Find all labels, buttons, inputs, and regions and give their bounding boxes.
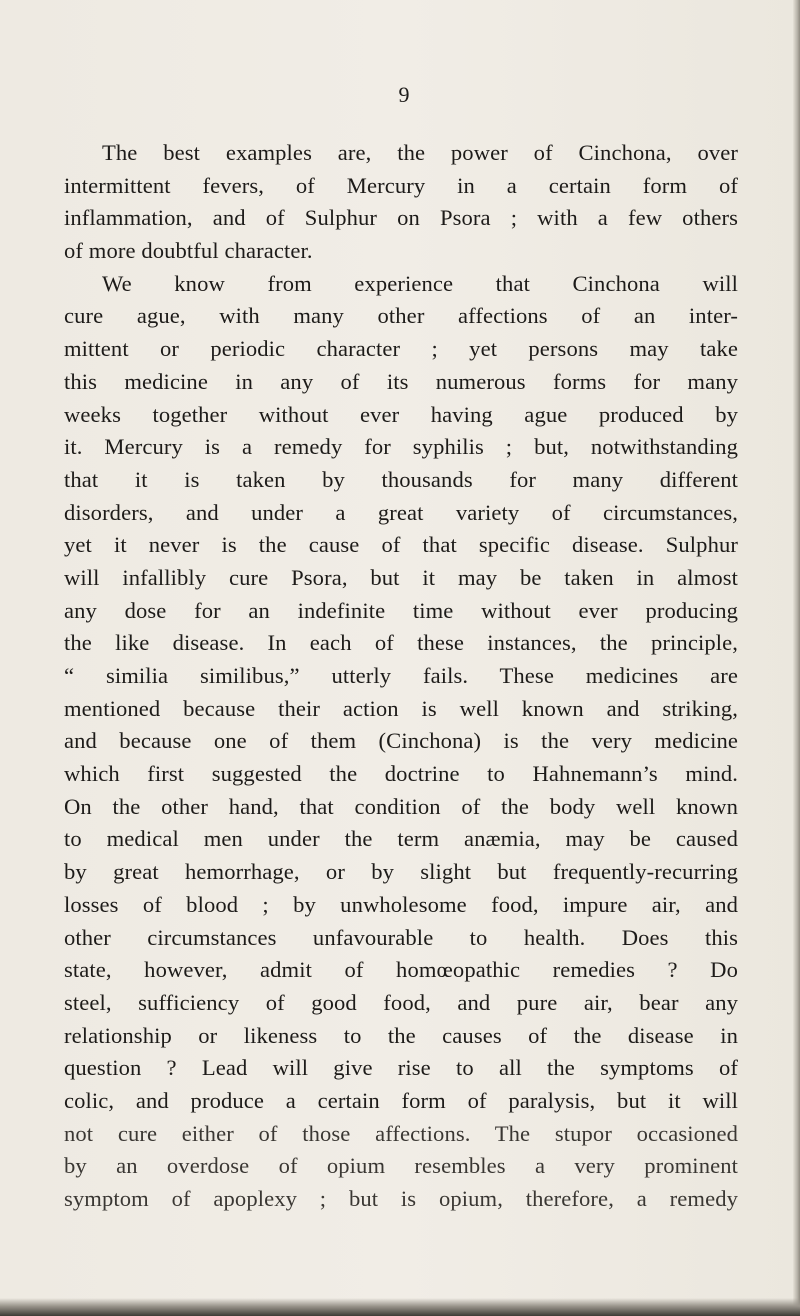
text-line: relationship or likeness to the causes of the disease in — [64, 1022, 738, 1048]
text-line: mentioned because their action is well known and striking, — [64, 695, 738, 721]
text-line: We know from experience that Cinchona will — [102, 270, 738, 296]
text-line: The best examples are, the power of Cinchona, over — [102, 140, 738, 165]
scan-bottom-shadow — [0, 1298, 800, 1316]
text-line: state, however, admit of homœopathic remedies ? Do — [64, 957, 738, 983]
text-line: losses of blood ; by unwholesome food, impure air, and — [64, 891, 738, 917]
text-line: intermittent fevers, of Mercury in a certain form of — [64, 172, 738, 198]
page-number: 9 — [398, 82, 410, 107]
text-line: will infallibly cure Psora, but it may be taken in almost — [64, 564, 738, 590]
text-line: of more doubtful character. — [64, 238, 313, 264]
text-line: and because one of them (Cinchona) is the very medicine — [64, 728, 738, 754]
text-line: symptom of apoplexy ; but is opium, therefore, a remedy — [64, 1186, 738, 1211]
text-line: yet it never is the cause of that specific disease. Sulphur — [64, 532, 738, 558]
text-line: question ? Lead will give rise to all the symptoms of — [64, 1055, 738, 1081]
text-line: which first suggested the doctrine to Hahnemann’s mind. — [64, 761, 738, 787]
text-line: this medicine in any of its numerous forms for many — [64, 368, 738, 394]
text-line: steel, sufficiency of good food, and pure air, bear any — [64, 989, 738, 1015]
text-line: not cure either of those affections. The stupor occasioned — [64, 1120, 738, 1146]
page-edge-shadow — [793, 0, 800, 1316]
text-line: other circumstances unfavourable to health. Does this — [64, 924, 738, 950]
text-line: to medical men under the term anæmia, may be caused — [64, 826, 738, 852]
text-line: colic, and produce a certain form of paralysis, but it will — [64, 1087, 738, 1113]
text-line: disorders, and under a great variety of circumstances, — [64, 499, 738, 525]
text-line: the like disease. In each of these instances, the principle, — [64, 630, 738, 656]
text-line: inflammation, and of Sulphur on Psora ; with a few others — [64, 205, 738, 231]
text-line: mittent or periodic character ; yet persons may take — [64, 336, 738, 362]
text-line: On the other hand, that condition of the body well known — [64, 793, 738, 819]
text-line: “ similia similibus,” utterly fails. These medicines are — [64, 663, 738, 688]
text-line: weeks together without ever having ague produced by — [64, 401, 738, 427]
body-text — [64, 137, 738, 1216]
text-line: by great hemorrhage, or by slight but frequently-recurring — [64, 859, 738, 885]
text-line: by an overdose of opium resembles a very prominent — [64, 1153, 738, 1179]
text-line: cure ague, with many other affections of an inter- — [64, 303, 738, 329]
text-line: it. Mercury is a remedy for syphilis ; but, notwithstanding — [64, 434, 738, 460]
text-line: any dose for an indefinite time without ever producing — [64, 597, 738, 623]
text-line: that it is taken by thousands for many different — [64, 466, 738, 492]
